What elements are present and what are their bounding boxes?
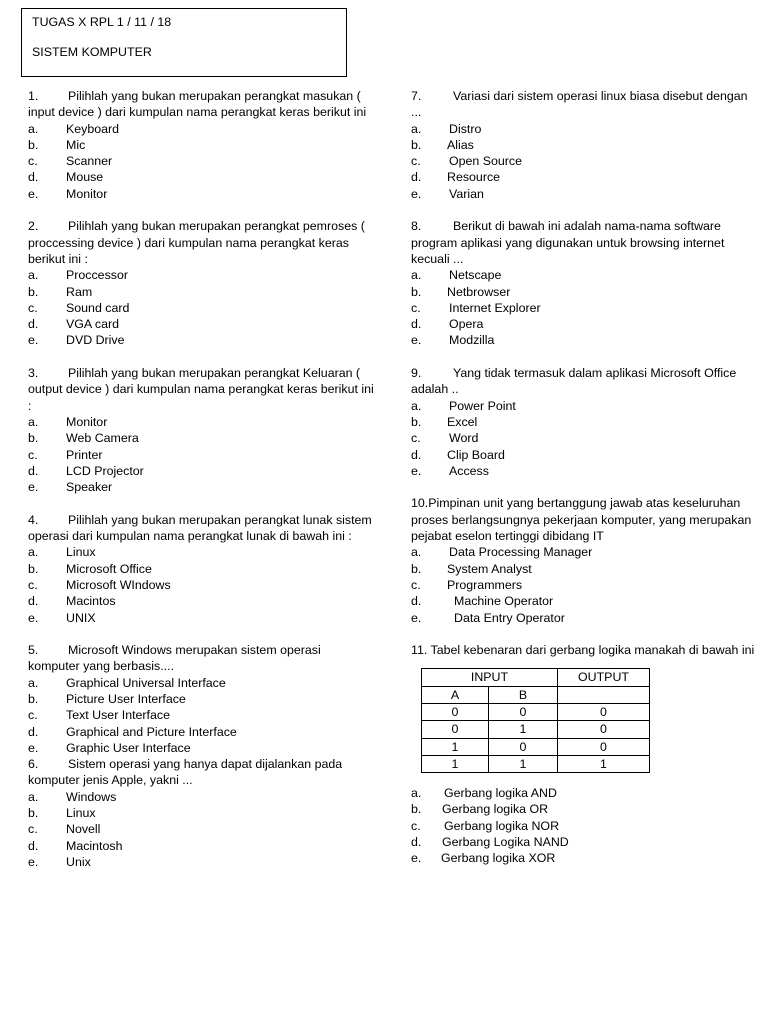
option: d. Resource (411, 170, 501, 185)
option: d. Mouse (28, 170, 104, 185)
option: b. Mic (28, 137, 86, 152)
question-stem: 8. Berikut di bawah ini adalah nama-nama software program aplikasi yang digunakan untuk browsing internet kecuali ... (411, 219, 725, 266)
option: e. DVD Drive (28, 333, 125, 348)
option: d. Macintos (28, 594, 116, 609)
subject-title: SISTEM KOMPUTER (32, 45, 152, 60)
option: b. System Analyst (411, 561, 532, 576)
table-row: 1 1 1 (422, 755, 650, 772)
option: c. Programmers (411, 577, 523, 592)
output-header: OUTPUT (558, 669, 650, 686)
option: c. Sound card (28, 300, 130, 315)
option: d. Gerbang Logika NAND (411, 835, 569, 850)
option: b. Alias (411, 137, 474, 152)
option: a. Gerbang logika AND (411, 786, 557, 801)
option: a. Proccessor (28, 268, 128, 283)
option: b. Ram (28, 284, 93, 299)
question-5 (28, 642, 374, 756)
option: a. Netscape (411, 268, 502, 283)
option: e. Monitor (28, 186, 108, 201)
question-stem: 11. Tabel kebenaran dari gerbang logika manakah di bawah ini (411, 643, 755, 658)
option: b. Excel (411, 414, 478, 429)
question-stem: 2. Pilihlah yang bukan merupakan perangkat pemroses ( proccessing device ) dari kumpulan nama perangkat keras berikut ini : (28, 219, 365, 266)
truth-table (421, 668, 650, 773)
header-box (21, 8, 347, 77)
assignment-title: TUGAS X RPL 1 / 11 / 18 (32, 15, 172, 29)
right-column (411, 88, 755, 883)
option: d. Machine Operator (411, 594, 554, 609)
option: e. Speaker (28, 480, 113, 495)
question-stem: 4. Pilihlah yang bukan merupakan perangkat lunak sistem operasi dari kumpulan nama perangkat lunak di bawah ini : (28, 512, 372, 544)
option: c. Internet Explorer (411, 300, 541, 315)
table-row: 1 0 0 (422, 738, 650, 755)
question-10 (411, 495, 755, 625)
option: d. Graphical and Picture Interface (28, 724, 237, 739)
question-stem: 1. Pilihlah yang bukan merupakan perangkat masukan ( input device ) dari kumpulan nama perangkat keras berikut ini (28, 89, 367, 120)
option: c. Gerbang logika NOR (411, 818, 560, 833)
option: a. Linux (28, 545, 96, 560)
col-a-header: A (422, 686, 489, 703)
option: a. Distro (411, 121, 482, 136)
option: e. UNIX (28, 610, 96, 625)
option: c. Printer (28, 447, 103, 462)
question-1 (28, 88, 374, 202)
question-8 (411, 218, 755, 348)
option: c. Open Source (411, 154, 523, 169)
option: e. Data Entry Operator (411, 610, 565, 625)
question-4 (28, 512, 374, 626)
option: e. Graphic User Interface (28, 740, 191, 755)
input-header: INPUT (422, 669, 558, 686)
option: e. Varian (411, 186, 484, 201)
option: c. Word (411, 431, 479, 446)
option: a. Windows (28, 789, 117, 804)
question-stem: 3. Pilihlah yang bukan merupakan perangkat Keluaran ( output device ) dari kumpulan nama perangkat keras berikut ini : (28, 366, 374, 413)
question-11 (411, 642, 755, 867)
option: d. Macintosh (28, 838, 123, 853)
question-7 (411, 88, 755, 202)
col-b-header: B (489, 686, 558, 703)
option: c. Novell (28, 822, 101, 837)
option: b. Web Camera (28, 431, 139, 446)
option: a. Keyboard (28, 121, 120, 136)
output-blank (558, 686, 650, 703)
question-stem: 7. Variasi dari sistem operasi linux biasa disebut dengan ... (411, 89, 748, 120)
option: c. Scanner (28, 154, 113, 169)
option: d. Clip Board (411, 447, 505, 462)
option: a. Graphical Universal Interface (28, 675, 226, 690)
question-stem: 10.Pimpinan unit yang bertanggung jawab atas keseluruhan proses berlangsungnya pekerjaan komputer, yang merupakan pejabat eselon tertinggi dibidang IT (411, 496, 752, 544)
question-6 (28, 756, 374, 870)
question-stem: 9. Yang tidak termasuk dalam aplikasi Microsoft Office adalah .. (411, 366, 737, 397)
question-3 (28, 365, 374, 495)
option: d. LCD Projector (28, 463, 144, 478)
table-row: 0 0 0 (422, 703, 650, 720)
option: a. Monitor (28, 414, 108, 429)
option: b. Microsoft Office (28, 561, 152, 576)
option: d. VGA card (28, 317, 120, 332)
option: b. Gerbang logika OR (411, 802, 549, 817)
question-9 (411, 365, 755, 479)
question-stem: 5. Microsoft Windows merupakan sistem operasi komputer yang berbasis.... (28, 643, 321, 674)
option: e. Unix (28, 854, 91, 869)
option: a. Power Point (411, 398, 516, 413)
option: b. Netbrowser (411, 284, 511, 299)
option: c. Text User Interface (28, 708, 170, 723)
option: d. Opera (411, 317, 484, 332)
option: b. Linux (28, 806, 96, 821)
table-row: 0 1 0 (422, 721, 650, 738)
question-stem: 6. Sistem operasi yang hanya dapat dijalankan pada komputer jenis Apple, yakni ... (28, 757, 343, 788)
option: e. Access (411, 463, 489, 478)
option: c. Microsoft WIndows (28, 577, 171, 592)
option: a. Data Processing Manager (411, 545, 593, 560)
option: e. Gerbang logika XOR (411, 851, 556, 866)
left-column (28, 88, 374, 887)
option: e. Modzilla (411, 333, 495, 348)
question-2 (28, 218, 374, 348)
option: b. Picture User Interface (28, 691, 186, 706)
